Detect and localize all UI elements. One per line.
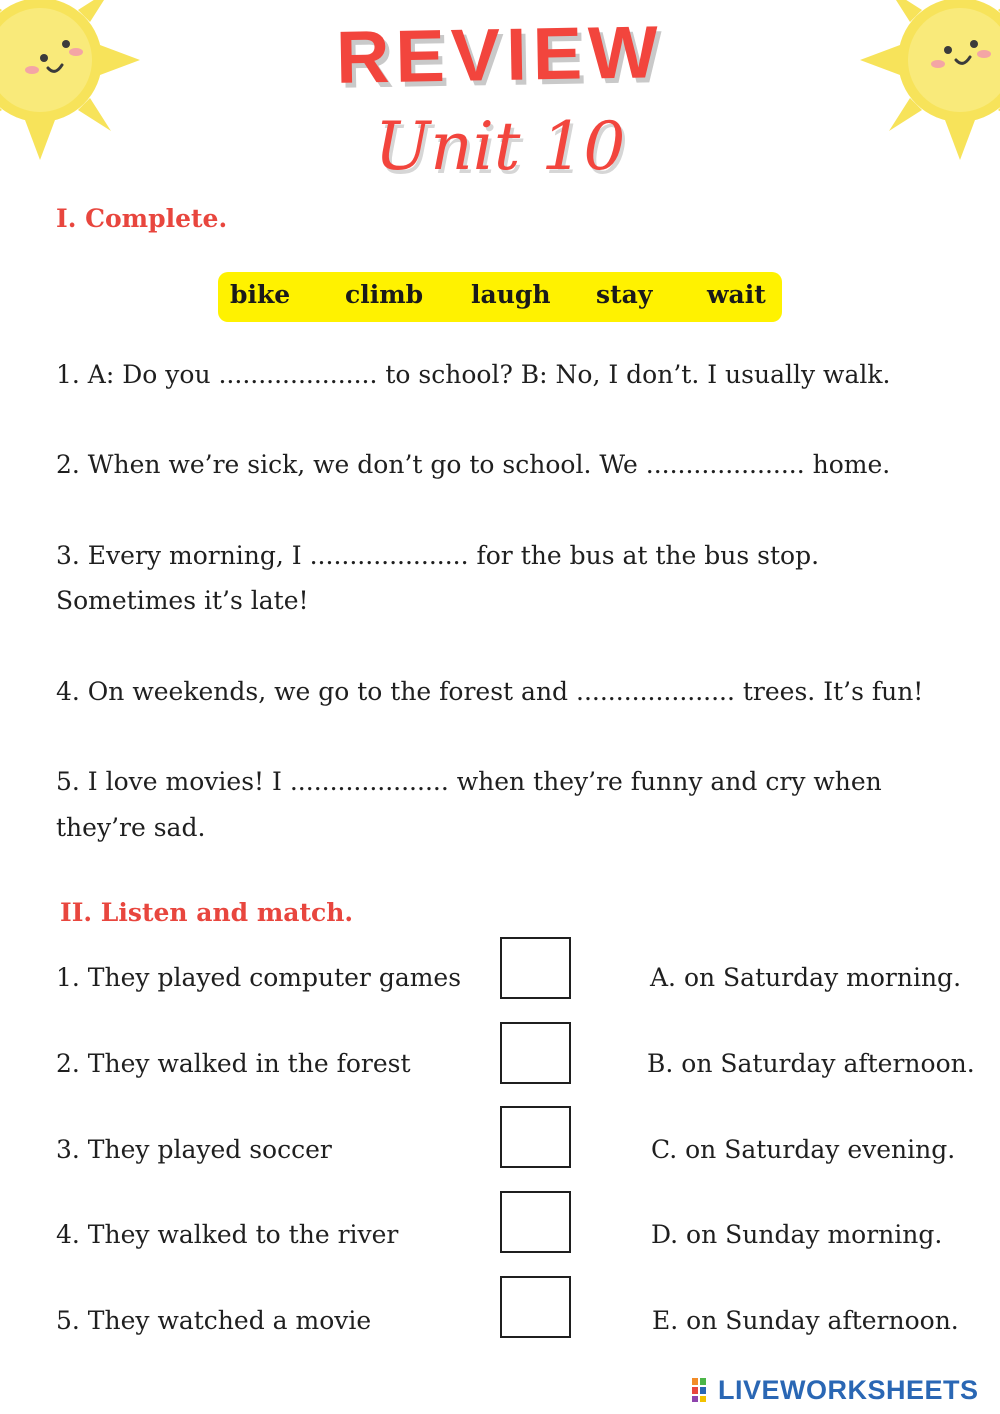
match-item-2: 2. They walked in the forest — [56, 1049, 411, 1078]
match-option-b: B. on Saturday afternoon. — [647, 1049, 975, 1078]
answer-box-4[interactable] — [500, 1191, 571, 1253]
question-5-text-continued: they’re sad. — [56, 813, 206, 842]
match-option-e: E. on Sunday afternoon. — [652, 1306, 959, 1335]
answer-box-2[interactable] — [500, 1022, 571, 1084]
match-item-5: 5. They watched a movie — [56, 1306, 372, 1335]
match-item-1: 1. They played computer games — [56, 963, 462, 992]
match-item-4: 4. They walked to the river — [56, 1220, 399, 1249]
liveworksheets-logo-icon — [692, 1378, 714, 1402]
question-3-text-continued: Sometimes it’s late! — [56, 586, 309, 615]
match-item-3: 3. They played soccer — [56, 1135, 332, 1164]
question-3-text: 3. Every morning, I .................... for the bus at the bus stop. — [56, 541, 820, 570]
word-bank-item: climb — [345, 280, 424, 309]
answer-box-5[interactable] — [500, 1276, 571, 1338]
liveworksheets-logo[interactable] — [692, 1374, 979, 1406]
match-option-a: A. on Saturday morning. — [650, 963, 962, 992]
liveworksheets-brand-text: LIVEWORKSHEETS — [718, 1374, 979, 1405]
page-subtitle: Unit 10 — [374, 108, 626, 185]
word-bank-item: stay — [596, 280, 653, 309]
answer-box-3[interactable] — [500, 1106, 571, 1168]
page-title: REVIEW — [335, 10, 665, 99]
question-4-text: 4. On weekends, we go to the forest and .................... trees. It’s fun! — [56, 677, 924, 706]
match-option-d: D. on Sunday morning. — [651, 1220, 943, 1249]
word-bank — [218, 272, 782, 322]
section-title-complete: I. Complete. — [56, 204, 228, 233]
question-5-text: 5. I love movies! I .................... when they’re funny and cry when — [56, 767, 882, 796]
section-title-listen-match: II. Listen and match. — [60, 898, 354, 927]
match-option-c: C. on Saturday evening. — [651, 1135, 956, 1164]
word-bank-item: bike — [230, 280, 291, 309]
question-2-text: 2. When we’re sick, we don’t go to school. We .................... home. — [56, 450, 891, 479]
question-1-text: 1. A: Do you .................... to school? B: No, I don’t. I usually walk. — [56, 360, 891, 389]
answer-box-1[interactable] — [500, 937, 571, 999]
word-bank-item: laugh — [471, 280, 551, 309]
word-bank-item: wait — [707, 280, 766, 309]
